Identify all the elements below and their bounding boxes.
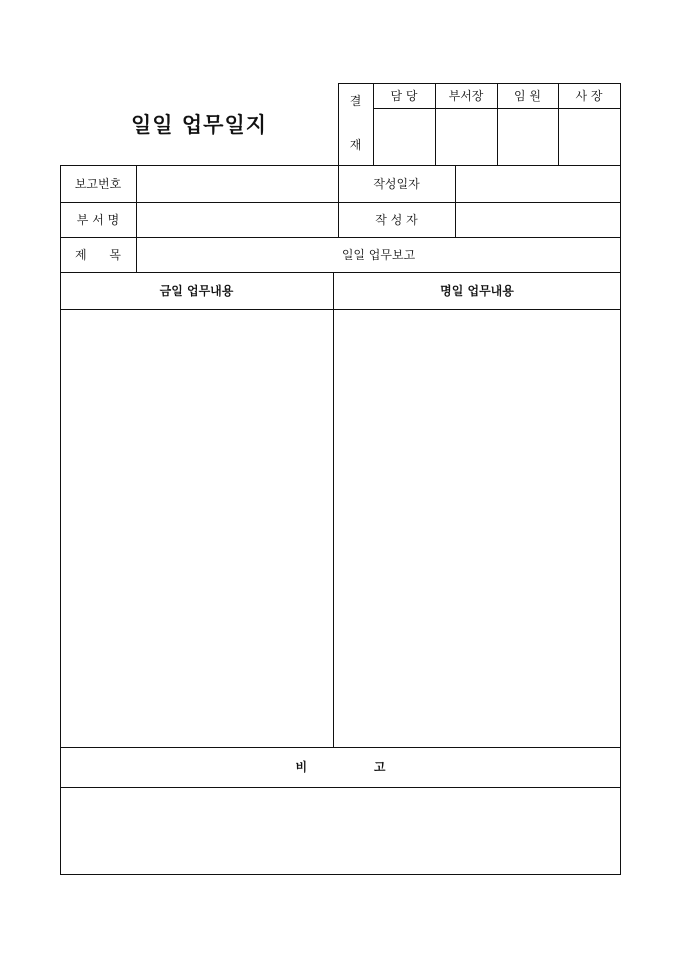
report-no-label: 보고번호 bbox=[74, 176, 122, 191]
approval-col-executive: 임 원 bbox=[514, 88, 541, 103]
approval-label-top: 결 bbox=[349, 94, 362, 108]
approval-label-bottom: 재 bbox=[349, 138, 362, 152]
sign-box-executive[interactable] bbox=[498, 109, 558, 165]
sign-box-dept-head[interactable] bbox=[436, 109, 497, 165]
tomorrow-work-header: 명일 업무내용 bbox=[440, 283, 514, 298]
dept-label: 부 서 명 bbox=[76, 212, 120, 227]
writer-field[interactable] bbox=[456, 202, 620, 237]
remarks-header: 비 고 bbox=[295, 760, 386, 774]
subject-label: 제 목 bbox=[74, 247, 122, 262]
dept-field[interactable] bbox=[137, 202, 338, 237]
form-title: 일일 업무일지 bbox=[130, 111, 268, 137]
tomorrow-work-content[interactable] bbox=[334, 310, 620, 747]
approval-col-dept-head: 부서장 bbox=[448, 88, 484, 103]
writer-label: 작 성 자 bbox=[375, 212, 418, 227]
approval-col-staff: 담 당 bbox=[390, 88, 418, 103]
sign-box-staff[interactable] bbox=[374, 109, 435, 165]
write-date-field[interactable] bbox=[456, 165, 620, 202]
subject-field[interactable]: 일일 업무보고 bbox=[341, 247, 416, 262]
approval-col-president: 사 장 bbox=[575, 88, 603, 103]
write-date-label: 작성일자 bbox=[373, 176, 420, 191]
sign-box-president[interactable] bbox=[559, 109, 620, 165]
today-work-content[interactable] bbox=[61, 310, 333, 747]
today-work-header: 금일 업무내용 bbox=[159, 283, 234, 298]
report-no-field[interactable] bbox=[137, 165, 338, 202]
remarks-content[interactable] bbox=[61, 788, 620, 874]
